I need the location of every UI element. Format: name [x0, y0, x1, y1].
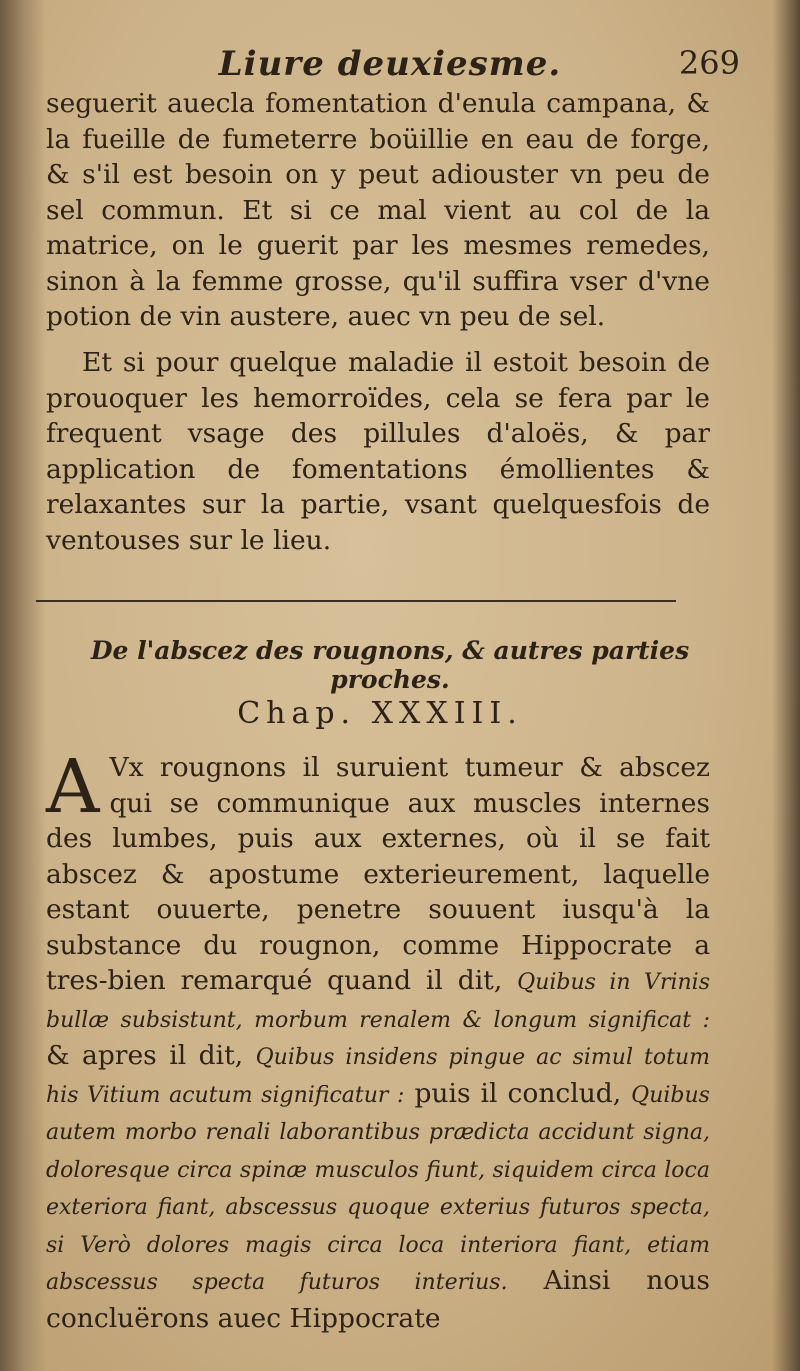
text-run: puis il conclud, — [414, 1077, 622, 1109]
latin-quote: Quibus autem morbo renali laborantibus prædicta accidunt signa, doloresque circa spinæ musculos fiunt, siquidem circa loca exteriora fiant, abscessus quoque exterius futuros specta, si Verò dolores magis circa loca interiora fiant, etiam abscessus specta futuros interius. — [46, 1082, 710, 1295]
paragraph-2 — [46, 345, 710, 558]
binding-shadow — [0, 0, 46, 1371]
edge-shadow — [772, 0, 800, 1371]
chapter-heading: Chap. XXXIII. — [237, 696, 523, 731]
page-header — [40, 38, 740, 92]
drop-cap: A — [46, 744, 100, 830]
paragraph-text: seguerit auecla fomentation d'enula campana, & la fueille de fumeterre boüillie en eau de forge, & s'il est besoin on y peut adiouster vn peu de sel commun. Et si ce mal vient au col de la matrice, on le guerit par les mesmes remedes, sinon à la femme grosse, qu'il suffira vser d'vne potion de vin austere, auec vn peu de sel. — [46, 88, 710, 332]
text-run: Ainsi nous concluërons auec Hippocrate — [46, 1265, 710, 1334]
text-run: & apres il dit, — [46, 1040, 244, 1071]
latin-quote: Quibus insidens pingue ac simul totum his Vitium acutum significatur : — [46, 1045, 710, 1108]
section-rule — [36, 600, 676, 602]
chapter-paragraph — [46, 744, 710, 1336]
page-number: 269 — [678, 44, 740, 82]
paragraph-1 — [46, 86, 710, 335]
text-run: Vx rougnons il suruient tumeur & abscez qui se communique aux muscles internes des lumbes, puis aux externes, où il se fait abscez & apostume exterieurement, laquelle estant ouuerte, penetre souuent iusqu'à la substance du rougnon, comme Hippocrate a tres-bien remarqué quand il dit, — [46, 752, 710, 996]
paragraph-text: Et si pour quelque maladie il estoit besoin de prouoquer les hemorroïdes, cela se fera par le frequent vsage des pillules d'aloës, & par application de fomentations émollientes & relaxantes sur la partie, vsant quelquesfois de ventouses sur le lieu. — [46, 347, 710, 556]
chapter-title: De l'abscez des rougnons, & autres parties proches. — [90, 636, 690, 694]
latin-quote: Quibus in Vrinis bullæ subsistunt, morbum renalem & longum significat : — [46, 970, 710, 1033]
running-title: Liure deuxiesme. — [218, 44, 562, 84]
